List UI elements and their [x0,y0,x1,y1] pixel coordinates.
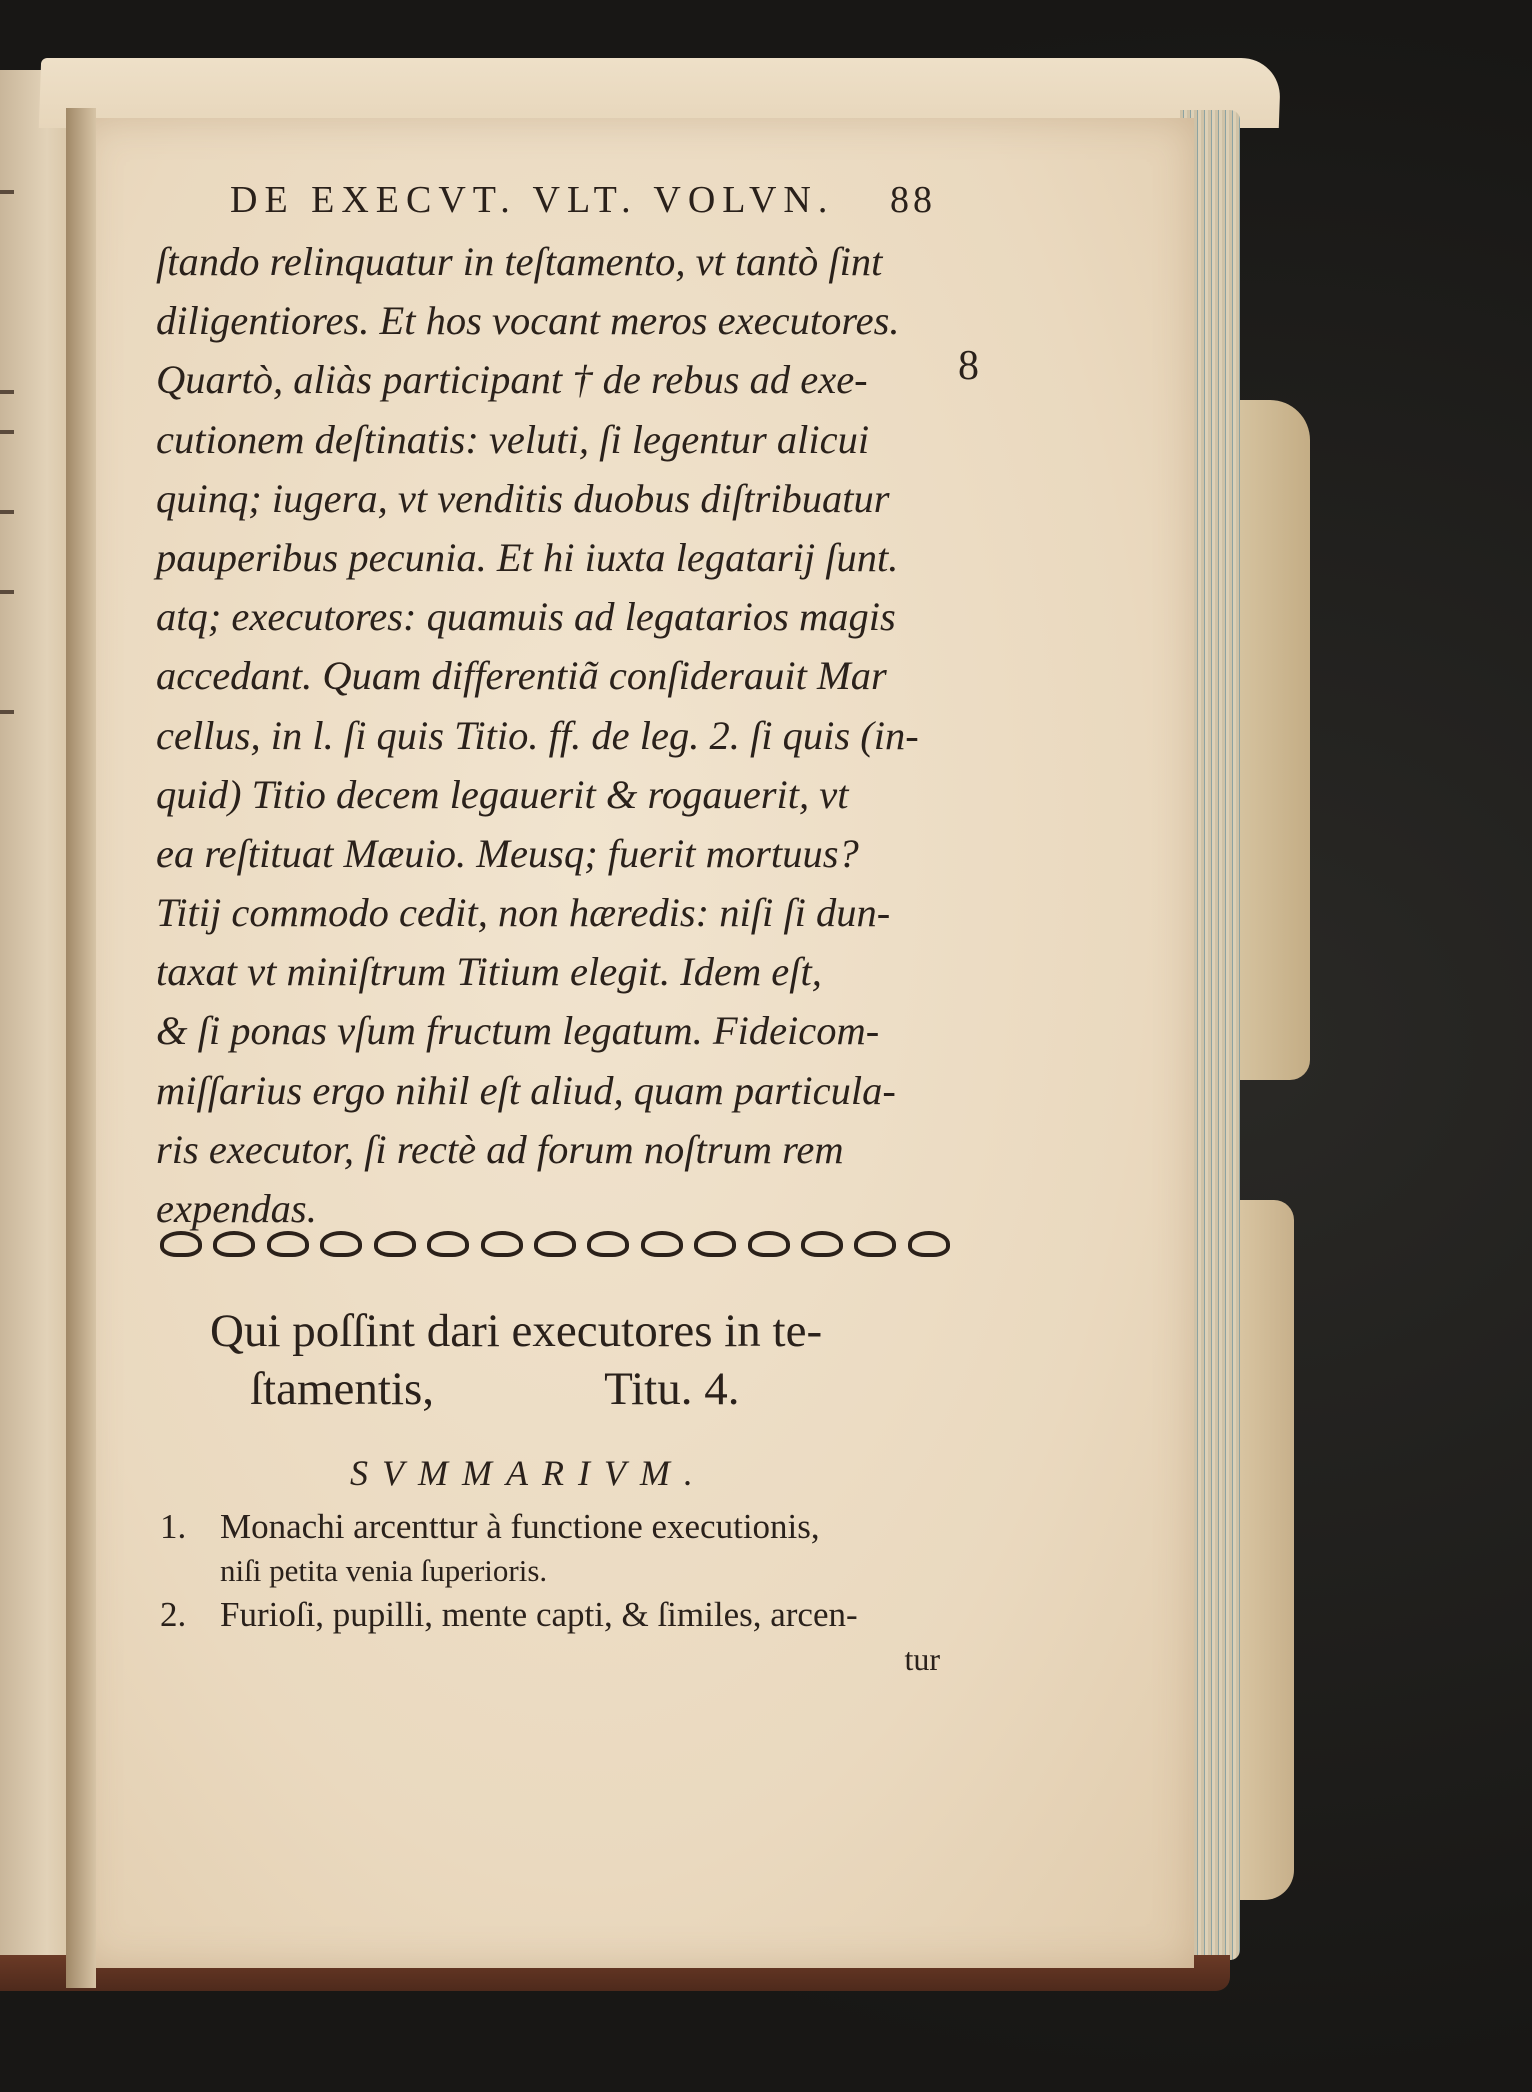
body-text [156,232,1156,1238]
section-title-number: Titu. 4. [604,1363,740,1415]
ornament-glyph [481,1231,523,1257]
ornament-glyph [641,1231,683,1257]
ornament-glyph [908,1231,950,1257]
body-line: & ſi ponas vſum fructum legatum. Fideicom- [156,1008,880,1054]
ornament-glyph [160,1231,202,1257]
ornament-glyph [374,1231,416,1257]
summary-item-text: Monachi arcenttur à functione executionis, [220,1507,820,1546]
folio-number: 88 [890,179,936,221]
body-line: Quartò, aliàs participant † de rebus ad exe- [156,357,868,403]
summary-item [160,1505,980,1549]
body-line: atq; executores: quamuis ad legatarios magis [156,594,896,640]
margin-note-number: 8 [958,343,979,389]
body-line: ris executor, ſi rectè ad forum noſtrum rem [156,1126,844,1172]
summary-item-number: 1. [160,1507,187,1546]
body-line: cellus, in l. ſi quis Titio. ff. de leg. 2. ſi quis (in- [156,712,919,758]
body-line: pauperibus pecunia. Et hi iuxta legatarij ſunt. [156,534,899,580]
summary-item-continuation: tur [904,1641,940,1677]
section-title-line-2 [210,1360,970,1418]
ornament-glyph [320,1231,362,1257]
ornament-glyph [854,1231,896,1257]
summary-list [160,1505,980,1681]
body-line: quinq; iugera, vt venditis duobus diſtribuatur [156,475,890,521]
body-line: quid) Titio decem legauerit & rogauerit, vt [156,771,849,817]
ornament-glyph [267,1231,309,1257]
summary-item-text: Furioſi, pupilli, mente capti, & ſimiles, arcen- [220,1595,858,1634]
spine-gutter [66,108,96,1988]
body-line: taxat vt miniſtrum Titium elegit. Idem eſt, [156,949,822,995]
summary-item-continuation: niſi petita venia ſuperioris. [220,1553,548,1588]
body-line: expendas. [156,1186,317,1231]
body-line: cutionem deſtinatis: veluti, ſi legentur alicui [156,416,870,462]
body-line: accedant. Quam differentiã conſiderauit Mar [156,653,887,699]
body-line: ſtando relinquatur in teſtamento, vt tantò ſint [156,239,883,284]
ornament-glyph [534,1231,576,1257]
ornament-rule [160,1222,950,1266]
ornament-glyph [587,1231,629,1257]
body-line: Titij commodo cedit, non hæredis: niſi ſi dun- [156,890,891,936]
summary-heading: SVMMARIVM. [350,1453,707,1493]
summary-item-number: 2. [160,1595,187,1634]
body-line: ea reſtituat Mæuio. Meusq; fuerit mortuus? [156,830,859,876]
summary-item [160,1593,980,1637]
body-line: diligentiores. Et hos vocant meros executores. [156,298,900,344]
body-line: miſſarius ergo nihil eſt aliud, quam particula- [156,1067,896,1113]
ornament-glyph [213,1231,255,1257]
torn-flyleaf-upper [1228,400,1310,1080]
running-title: DE EXECVT. VLT. VOLVN. [230,179,835,221]
ornament-glyph [748,1231,790,1257]
ornament-glyph [427,1231,469,1257]
section-title [210,1302,970,1418]
section-title-line-1: Qui poſſint dari executores in te- [210,1305,823,1357]
section-title-line-2-text: ſtamentis, [250,1363,435,1415]
ornament-glyph [694,1231,736,1257]
ornament-glyph [801,1231,843,1257]
